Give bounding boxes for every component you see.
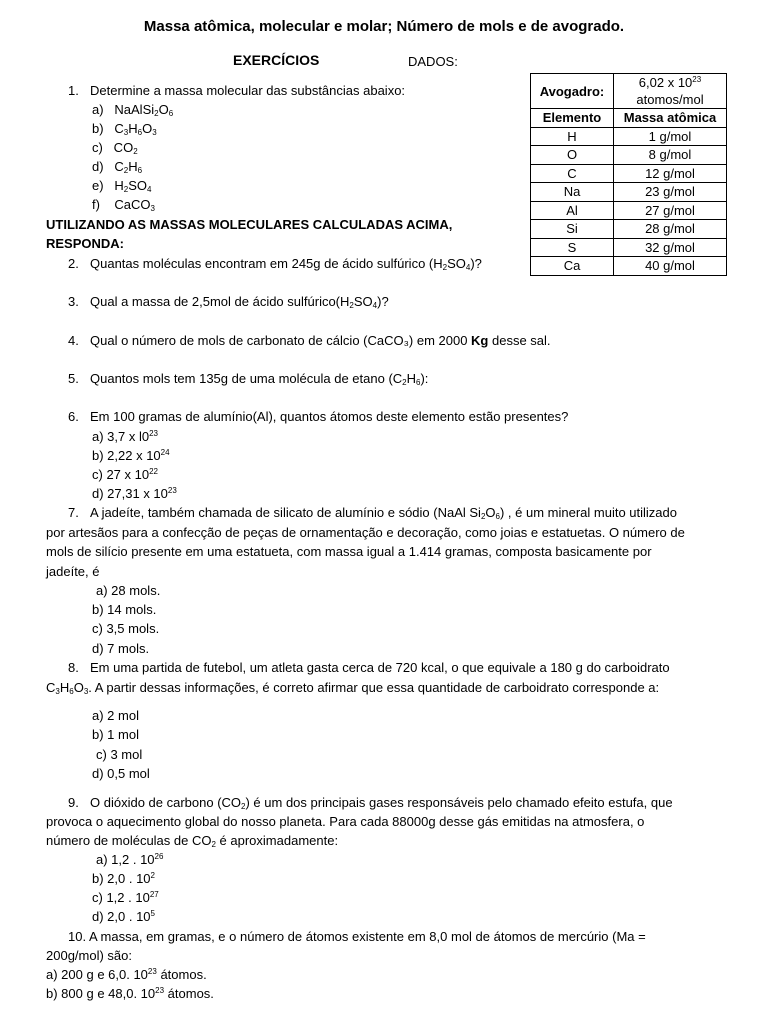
q7-option-d: d) 7 mols. bbox=[92, 641, 150, 656]
q6-option-a: a) 3,7 x $l0^{23}$ bbox=[92, 429, 158, 444]
q10-option-a: a) 200 g e 6,0. $10^{23}$ átomos. bbox=[46, 967, 207, 982]
q1-item-b: b) $C_3H_6O_3$ bbox=[92, 121, 157, 137]
question-5: 5. Quantos mols tem 135g de uma molécula de etano $(C_2H_6)$: bbox=[68, 371, 429, 387]
dados-label: DADOS: bbox=[408, 54, 458, 69]
avogadro-label: Avogadro: bbox=[531, 74, 614, 109]
q8-option-c: c) 3 mol bbox=[96, 747, 143, 762]
table-row: Si 28 g/mol bbox=[531, 220, 727, 239]
table-row: C 12 g/mol bbox=[531, 164, 727, 183]
table-row: S 32 g/mol bbox=[531, 238, 727, 257]
q1-item-e: e) $H_2SO_4$ bbox=[92, 178, 152, 194]
q9-option-d: d) 2,0 . $10^5$ bbox=[92, 909, 155, 924]
q1-item-d: d) $C_2H_6$ bbox=[92, 159, 143, 175]
question-10-line-1: 10. A massa, em gramas, e o número de átomos existente em 8,0 mol de átomos de mercúrio (Ma = bbox=[68, 929, 646, 944]
page-title: Massa atômica, molecular e molar; Número de mols e de avogrado. bbox=[143, 18, 625, 35]
avogadro-value: 6,02 x $10^{23}$ atomos/mol bbox=[614, 74, 727, 109]
question-9-line-2: provoca o aquecimento global do nosso planeta. Para cada 88000g desse gás emitidas na atmosfera, o bbox=[46, 814, 645, 829]
question-9-line-3: número de moléculas de $CO_2$ é aproximadamente: bbox=[46, 833, 339, 849]
q8-option-b: b) 1 mol bbox=[92, 727, 139, 742]
question-7-line-2: por artesãos para a confecção de peças de ornamentação e decoração, como joias e estatuetas. O número de bbox=[46, 525, 685, 540]
table-row: H 1 g/mol bbox=[531, 127, 727, 146]
instruction-line-2: RESPONDA: bbox=[46, 236, 125, 251]
q9-option-a: a) 1,2 . $10^{26}$ bbox=[96, 852, 164, 867]
question-9-line-1: 9. O dióxido de carbono $(CO_2)$ é um dos principais gases responsáveis pelo chamado efeito estufa, que bbox=[68, 795, 673, 811]
data-table bbox=[530, 73, 727, 276]
q1-item-f: f) CaCO$_3$ bbox=[92, 197, 155, 213]
q8-option-d: d) 0,5 mol bbox=[92, 766, 150, 781]
q7-option-a: a) 28 mols. bbox=[96, 583, 161, 598]
question-8-line-2: $C_3H_6O_3$. A partir dessas informações, é correto afirmar que essa quantidade de carboidrato corresponde a: bbox=[46, 680, 660, 696]
table-row: Ca 40 g/mol bbox=[531, 257, 727, 276]
col-elemento: Elemento bbox=[531, 109, 614, 128]
instruction-line-1: UTILIZANDO AS MASSAS MOLECULARES CALCULADAS ACIMA, bbox=[46, 217, 453, 232]
q6-option-d: d) 27,31 x $10^{23}$ bbox=[92, 486, 177, 501]
question-6: 6. Em 100 gramas de alumínio(Al), quantos átomos deste elemento estão presentes? bbox=[68, 409, 569, 424]
question-7-line-1: 7. A jadeíte, também chamada de silicato de alumínio e sódio (NaAl $Si_2O_6$) , é um mineral muito utilizado bbox=[68, 505, 677, 521]
table-row: Na 23 g/mol bbox=[531, 183, 727, 202]
col-massa: Massa atômica bbox=[614, 109, 727, 128]
q10-option-b: b) 800 g e 48,0. $10^{23}$ átomos. bbox=[46, 986, 214, 1001]
q7-option-b: b) 14 mols. bbox=[92, 602, 157, 617]
table-row: O 8 g/mol bbox=[531, 146, 727, 165]
question-7-line-4: jadeíte, é bbox=[46, 564, 100, 579]
question-3: 3. Qual a massa de 2,5mol de ácido $sulfúrico(H_2SO_4)$? bbox=[68, 294, 389, 310]
q1-item-a: a) $NaAlSi_2O_6$ bbox=[92, 102, 174, 118]
q9-option-b: b) 2,0 . $10^2$ bbox=[92, 871, 155, 886]
q7-option-c: c) 3,5 mols. bbox=[92, 621, 160, 636]
avogadro-row bbox=[531, 74, 727, 109]
question-10-line-2: 200g/mol) são: bbox=[46, 948, 132, 963]
question-7-line-3: mols de silício presente em uma estatueta, com massa igual a 1.414 gramas, composta basicamente por bbox=[46, 544, 652, 559]
table-row: Al 27 g/mol bbox=[531, 201, 727, 220]
q8-option-a: a) 2 mol bbox=[92, 708, 139, 723]
question-8-line-1: 8. Em uma partida de futebol, um atleta gasta cerca de 720 kcal, o que equivale a 180 g do carboidrato bbox=[68, 660, 670, 675]
question-2: 2. Quantas moléculas encontram em 245g de ácido sulfúrico $(H_2SO_4)$? bbox=[68, 256, 482, 272]
q6-option-c: c) 27 x $10^{22}$ bbox=[92, 467, 158, 482]
q6-option-b: b) 2,22 x $10^{24}$ bbox=[92, 448, 170, 463]
q1-item-c: c) $CO_2$ bbox=[92, 140, 138, 156]
table-header-row bbox=[531, 109, 727, 128]
exercicios-heading: EXERCÍCIOS bbox=[233, 52, 320, 68]
question-4: 4. Qual o número de mols de carbonato de cálcio (CaCO₃) em 2000 Kg desse sal. bbox=[68, 333, 551, 348]
q9-option-c: c) 1,2 . $10^{27}$ bbox=[92, 890, 159, 905]
question-1: 1. Determine a massa molecular das substâncias abaixo: bbox=[68, 83, 406, 98]
